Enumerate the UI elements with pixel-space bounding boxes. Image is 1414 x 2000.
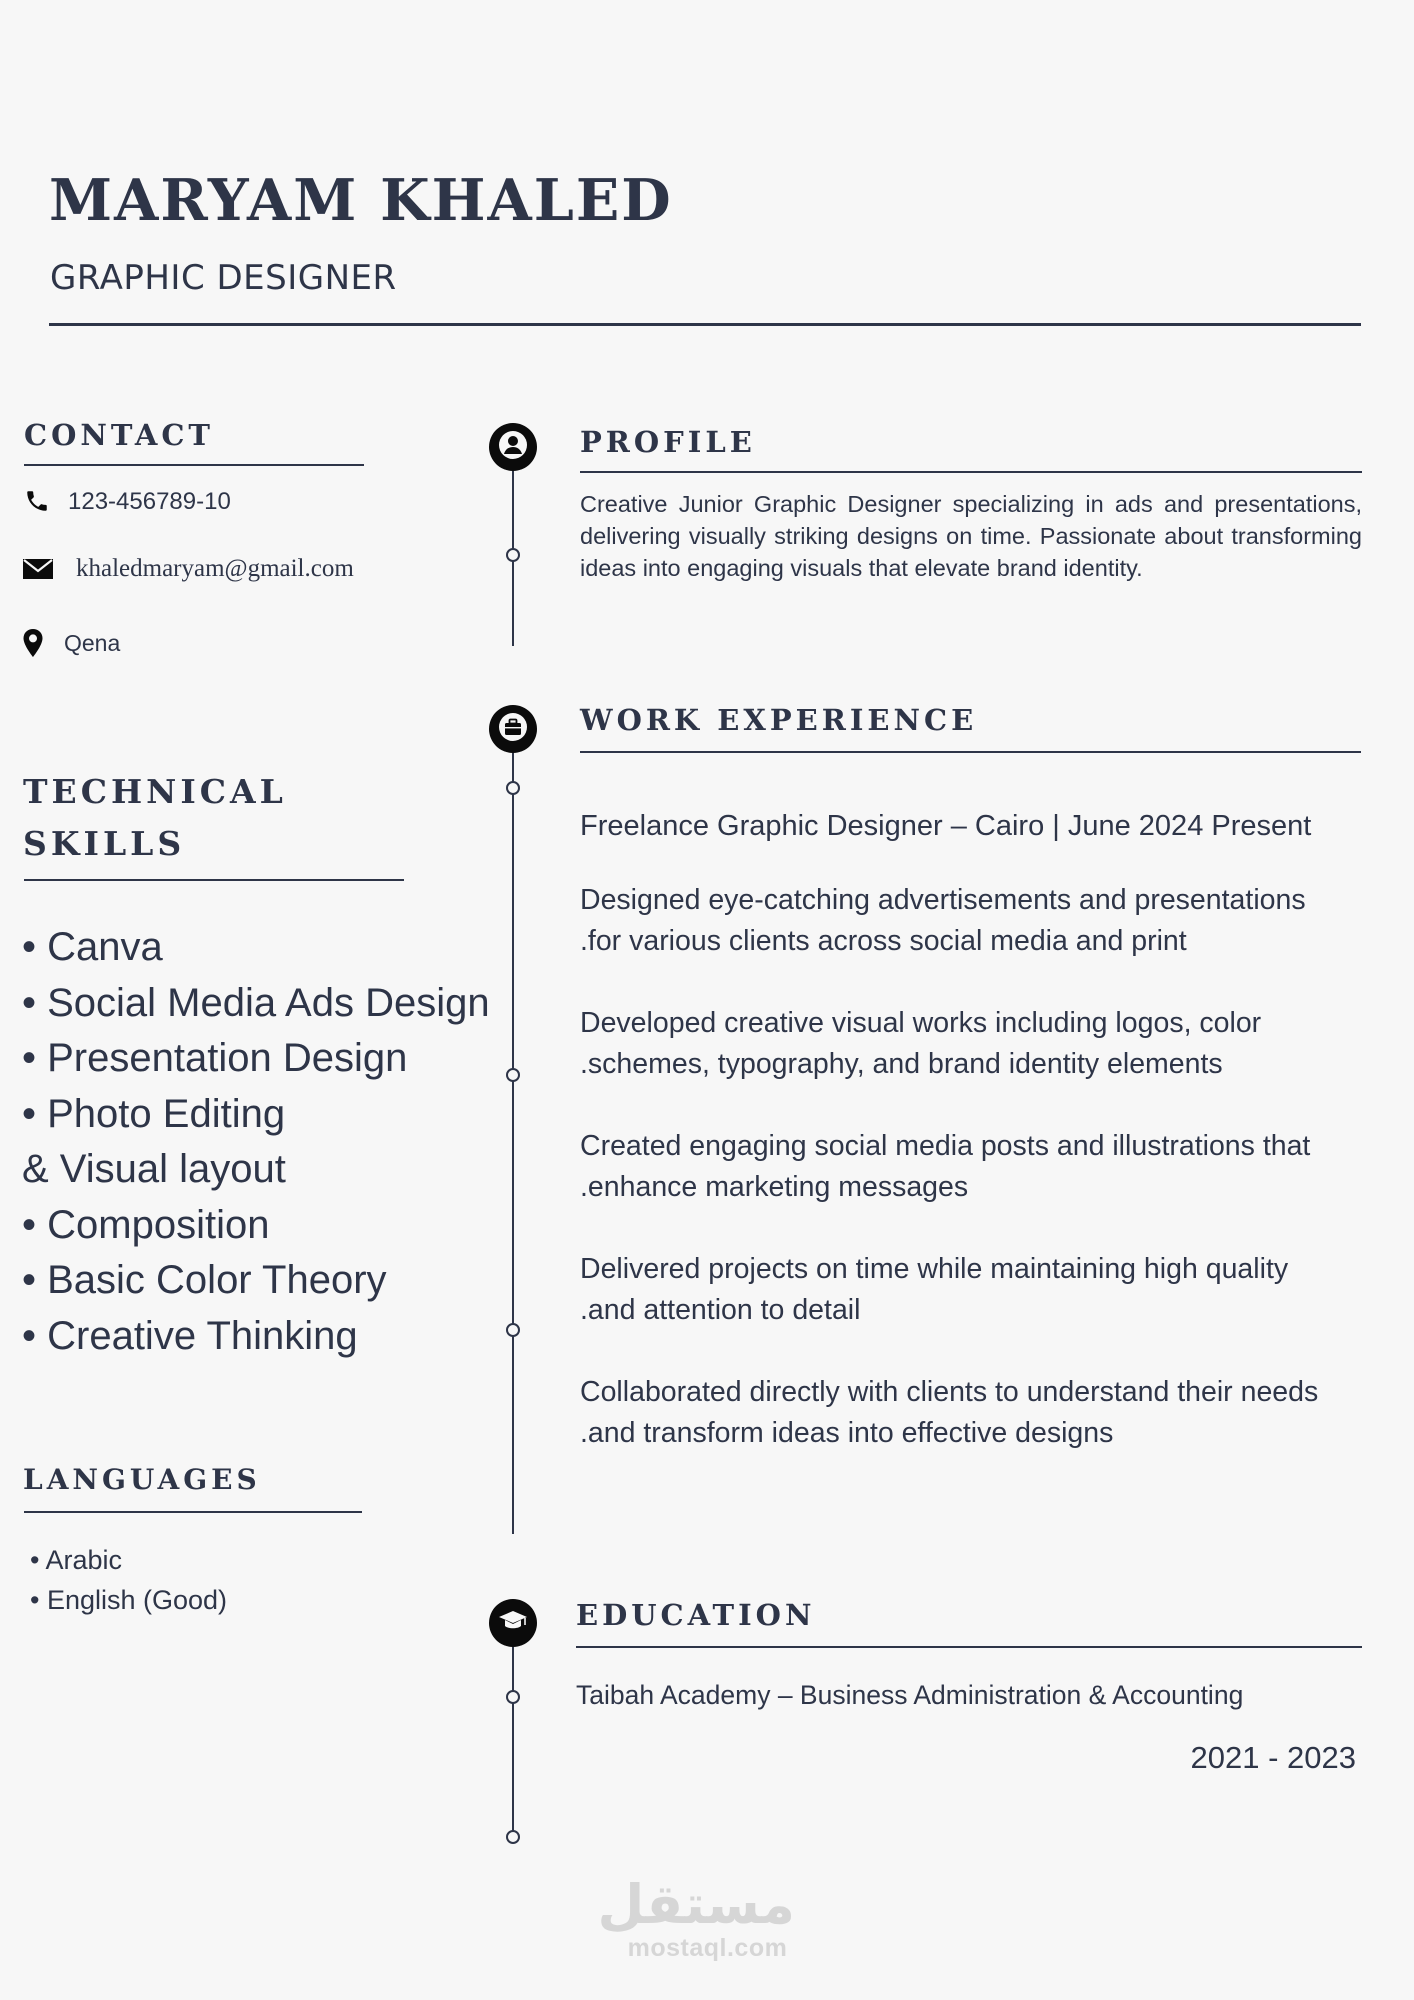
list-item: • Arabic [30, 1545, 122, 1575]
skills-heading-line2: SKILLS [23, 824, 186, 863]
graduation-cap-icon [497, 1607, 529, 1640]
list-item: • Basic Color Theory [22, 1258, 387, 1302]
bullet-line: Delivered projects on time while maintaining high quality [580, 1253, 1289, 1285]
watermark-logo [597, 1873, 795, 1963]
timeline-line-education [512, 1624, 514, 1838]
contact-divider [24, 464, 364, 466]
profile-heading: PROFILE [580, 425, 756, 459]
contact-email [22, 555, 354, 583]
watermark-arabic: مستقل [597, 1873, 795, 1936]
list-item: • Social Media Ads Design [22, 980, 490, 1025]
list-item: • Presentation Design [22, 1036, 408, 1080]
list-item: • Photo Editing [22, 1091, 286, 1136]
timeline-node [506, 1830, 520, 1844]
skills-heading-line1: TECHNICAL [23, 772, 287, 811]
email-address: khaledmaryam@gmail.com [76, 555, 354, 582]
education-years: 2021 - 2023 [1190, 1740, 1356, 1775]
experience-divider [580, 751, 1361, 753]
bullet-line: Developed creative visual works including logos, color [580, 1007, 1262, 1039]
profile-divider [580, 471, 1362, 473]
profile-badge [489, 423, 537, 471]
bullet-line: .and attention to detail [580, 1294, 861, 1326]
bullet-line: .and transform ideas into effective designs [580, 1417, 1114, 1449]
languages-divider [24, 1511, 362, 1513]
bullet-line: .schemes, typography, and brand identity elements [580, 1048, 1223, 1080]
phone-icon [24, 488, 52, 516]
experience-badge [489, 705, 537, 753]
bullet-line: Designed eye-catching advertisements and presentations [580, 884, 1306, 916]
watermark-url: mostaql.com [627, 1934, 788, 1962]
phone-number: 123-456789-10 [68, 488, 231, 515]
experience-bullet [580, 1249, 1380, 1331]
list-item: • English (Good) [30, 1585, 228, 1615]
experience-heading: WORK EXPERIENCE [580, 703, 978, 737]
timeline-node [506, 1323, 520, 1337]
bullet-line: Collaborated directly with clients to understand their needs [580, 1376, 1319, 1408]
experience-bullet [580, 1126, 1380, 1208]
candidate-name: MARYAM KHALED [49, 167, 673, 234]
location-text: Qena [64, 629, 121, 656]
candidate-title: GRAPHIC DESIGNER [50, 258, 397, 298]
education-school: Taibah Academy – Business Administration & Accounting [576, 1680, 1244, 1710]
timeline-node [506, 548, 520, 562]
experience-bullet [580, 1372, 1380, 1454]
bullet-line: Created engaging social media posts and illustrations that [580, 1130, 1311, 1162]
education-heading: EDUCATION [576, 1598, 816, 1632]
profile-summary: Creative Junior Graphic Designer specializing in ads and presentations, delivering visually striking designs on time. Passionate about transforming ideas into engaging visuals that elevate brand identity. [580, 491, 1362, 581]
education-badge [489, 1599, 537, 1647]
skills-list [22, 920, 490, 1364]
mail-icon [22, 557, 54, 581]
header-divider [49, 323, 1361, 326]
timeline-line-experience [512, 728, 514, 1534]
bullet-line: .for various clients across social media and print [580, 925, 1187, 957]
experience-bullet [580, 1003, 1380, 1085]
timeline-node [506, 1068, 520, 1082]
timeline-line-profile [512, 446, 514, 646]
timeline-node [506, 781, 520, 795]
briefcase-icon [498, 712, 528, 747]
languages-list [30, 1540, 227, 1620]
list-item: • Composition [22, 1202, 270, 1247]
education-divider [576, 1646, 1362, 1648]
location-pin-icon [22, 628, 46, 658]
contact-phone [24, 488, 231, 516]
list-item: • Creative Thinking [22, 1313, 358, 1358]
languages-heading: LANGUAGES [23, 1463, 261, 1496]
contact-location [22, 628, 120, 658]
skills-divider [24, 879, 404, 881]
job-title: Freelance Graphic Designer – Cairo | June 2024 Present [580, 810, 1312, 842]
bullet-line: .enhance marketing messages [580, 1171, 969, 1203]
list-item: & Visual layout [22, 1147, 286, 1191]
timeline-node [506, 1690, 520, 1704]
contact-heading: CONTACT [24, 418, 215, 452]
user-icon [498, 430, 528, 465]
list-item: • Canva [22, 925, 163, 969]
experience-bullet [580, 880, 1380, 962]
